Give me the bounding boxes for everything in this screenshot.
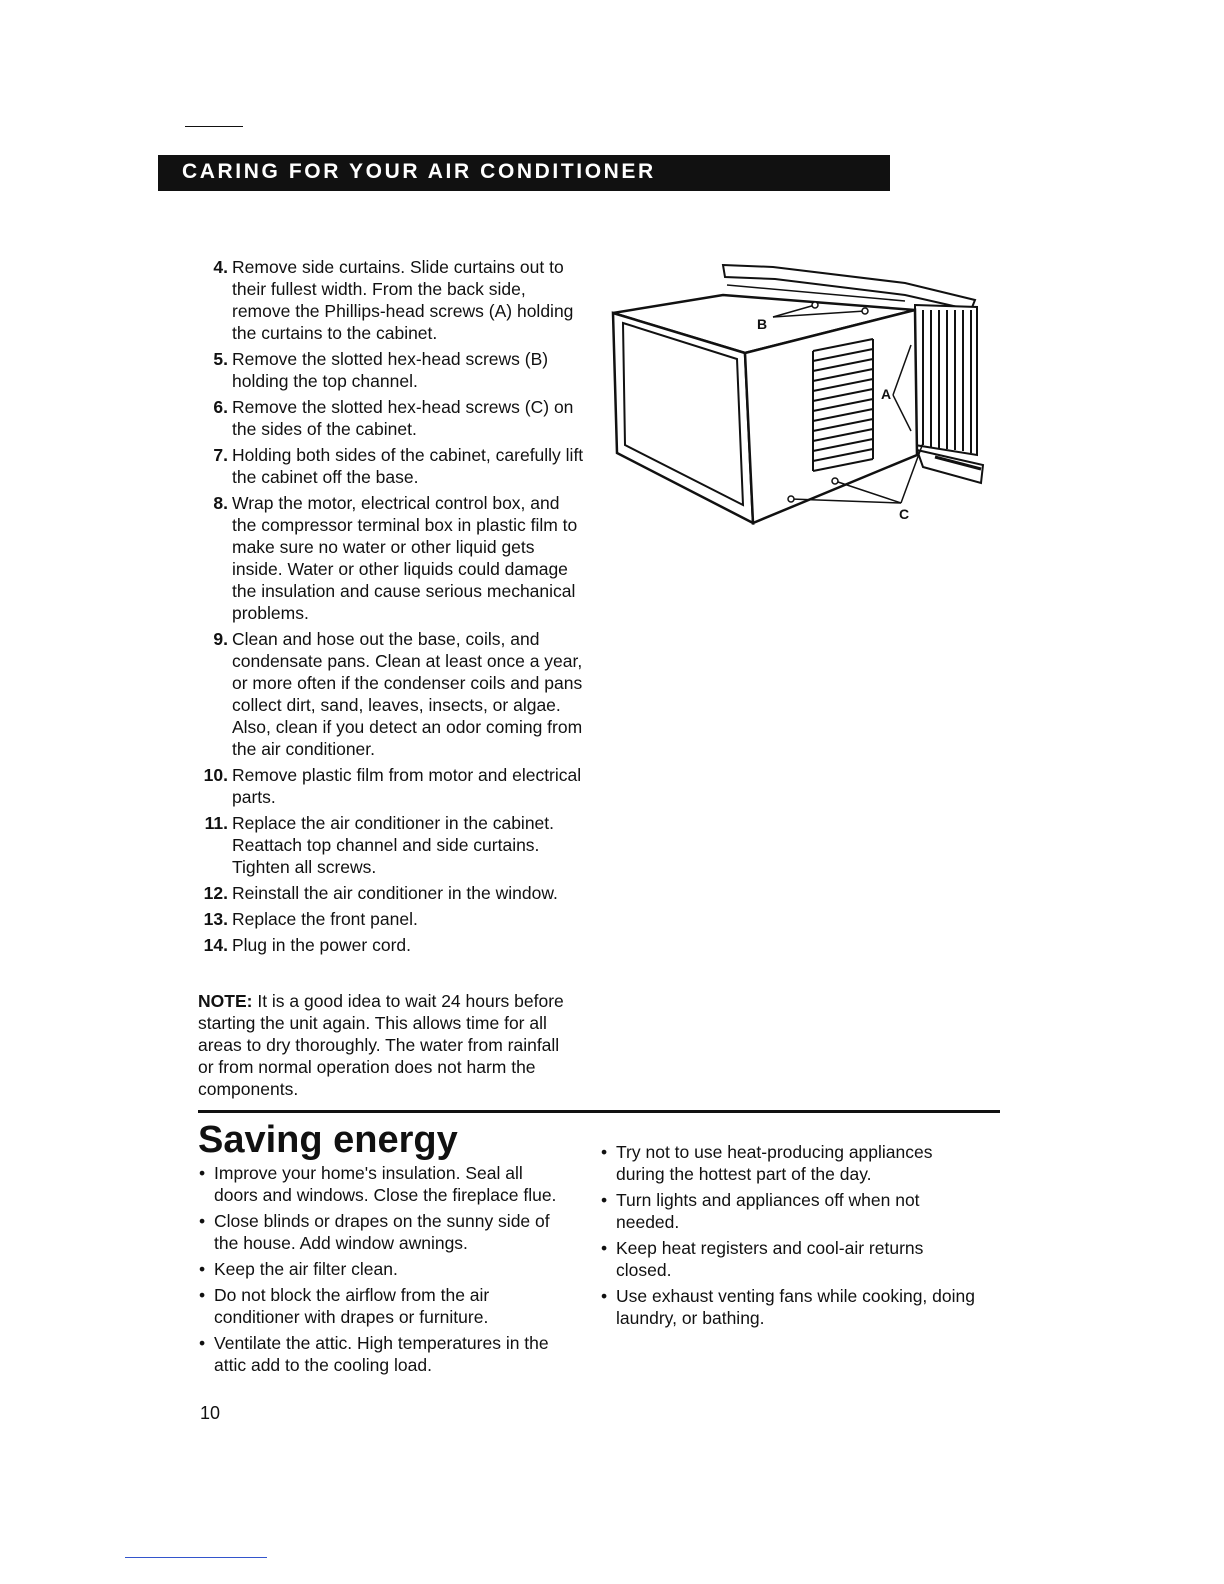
step-number: 10. [203, 765, 228, 785]
step-item [198, 396, 588, 440]
tip-text: Improve your home's insulation. Seal all doors and windows. Close the fireplace flue. [214, 1163, 557, 1205]
saving-energy-tips-left [198, 1162, 570, 1380]
tip-text: Use exhaust venting fans while cooking, doing laundry, or bathing. [616, 1286, 975, 1328]
tip-item [198, 1162, 570, 1206]
step-number: 14. [203, 935, 228, 955]
step-text: Remove the slotted hex-head screws (C) on the sides of the cabinet. [232, 397, 574, 439]
step-text: Replace the air conditioner in the cabinet. Reattach top channel and side curtains. Tighten all screws. [232, 813, 555, 877]
step-text: Replace the front panel. [232, 909, 418, 929]
step-item [198, 764, 588, 808]
tip-text: Do not block the airflow from the air conditioner with drapes or furniture. [214, 1285, 490, 1327]
step-number: 9. [213, 629, 228, 649]
step-item [198, 256, 588, 344]
tip-text: Try not to use heat-producing appliances during the hottest part of the day. [616, 1142, 933, 1184]
bullet-icon: • [601, 1142, 608, 1162]
step-text: Plug in the power cord. [232, 935, 411, 955]
step-number: 6. [213, 397, 228, 417]
note-text: It is a good idea to wait 24 hours before starting the unit again. This allows time for all areas to dry thoroughly. The water from rainfall or from normal operation does not harm the components. [198, 991, 564, 1099]
side-curtain [915, 305, 977, 455]
saving-energy-tips-right [600, 1141, 980, 1333]
note-paragraph [198, 990, 570, 1100]
bullet-icon: • [199, 1259, 206, 1279]
step-number: 11. [204, 813, 228, 833]
step-item [198, 908, 588, 930]
tip-text: Keep heat registers and cool-air returns closed. [616, 1238, 924, 1280]
step-item [198, 812, 588, 878]
page-number: 10 [200, 1403, 221, 1423]
bullet-icon: • [601, 1286, 608, 1306]
tip-item [198, 1258, 570, 1280]
bullet-icon: • [199, 1285, 206, 1305]
tip-item [198, 1332, 570, 1376]
step-item [198, 628, 588, 760]
tip-item [198, 1284, 570, 1328]
step-text: Remove the slotted hex-head screws (B) holding the top channel. [232, 349, 549, 391]
tip-text: Ventilate the attic. High temperatures in the attic add to the cooling load. [214, 1333, 549, 1375]
bullet-icon: • [199, 1333, 206, 1353]
section-header [158, 155, 890, 191]
air-conditioner-diagram [605, 255, 990, 530]
scan-mark [125, 1557, 267, 1558]
step-text: Wrap the motor, electrical control box, and the compressor terminal box in plastic film to make sure no water or other liquid gets inside. Water or other liquids could damage the insulation and cause serious mechanical problems. [232, 493, 578, 623]
step-item [198, 444, 588, 488]
step-text: Holding both sides of the cabinet, carefully lift the cabinet off the base. [232, 445, 584, 487]
section-header-title: CARING FOR YOUR AIR CONDITIONER [182, 160, 656, 183]
tip-item [198, 1210, 570, 1254]
note-label: NOTE: [198, 991, 253, 1011]
tip-item [600, 1189, 980, 1233]
step-text: Remove plastic film from motor and electrical parts. [232, 765, 582, 807]
tip-text: Turn lights and appliances off when not needed. [616, 1190, 920, 1232]
scan-mark [185, 126, 243, 127]
callout-label-c: C [899, 506, 910, 522]
saving-energy-title: Saving energy [198, 1119, 458, 1161]
step-text: Clean and hose out the base, coils, and condensate pans. Clean at least once a year, or more often if the condenser coils and pans collect dirt, sand, leaves, insects, or algae. Also, clean if you detect an odor coming from the air conditioner. [232, 629, 583, 759]
section-divider [198, 1110, 1000, 1113]
step-item [198, 348, 588, 392]
tip-text: Keep the air filter clean. [214, 1259, 398, 1279]
step-item [198, 934, 588, 956]
tip-item [600, 1237, 980, 1281]
tip-item [600, 1285, 980, 1329]
tip-text: Close blinds or drapes on the sunny side of the house. Add window awnings. [214, 1211, 550, 1253]
step-number: 13. [203, 909, 228, 929]
step-number: 7. [213, 445, 228, 465]
tip-item [600, 1141, 980, 1185]
bullet-icon: • [601, 1238, 608, 1258]
step-text: Remove side curtains. Slide curtains out to their fullest width. From the back side, remove the Phillips-head screws (A) holding the curtains to the cabinet. [232, 257, 574, 343]
step-number: 4. [213, 257, 228, 277]
callout-label-b: B [757, 316, 768, 332]
step-item [198, 492, 588, 624]
step-number: 12. [203, 883, 228, 903]
step-number: 8. [213, 493, 228, 513]
step-item [198, 882, 588, 904]
bullet-icon: • [199, 1211, 206, 1231]
step-text: Reinstall the air conditioner in the window. [232, 883, 558, 903]
cleaning-steps-list [198, 256, 588, 960]
bullet-icon: • [601, 1190, 608, 1210]
bullet-icon: • [199, 1163, 206, 1183]
callout-label-a: A [881, 386, 892, 402]
step-number: 5. [213, 349, 228, 369]
